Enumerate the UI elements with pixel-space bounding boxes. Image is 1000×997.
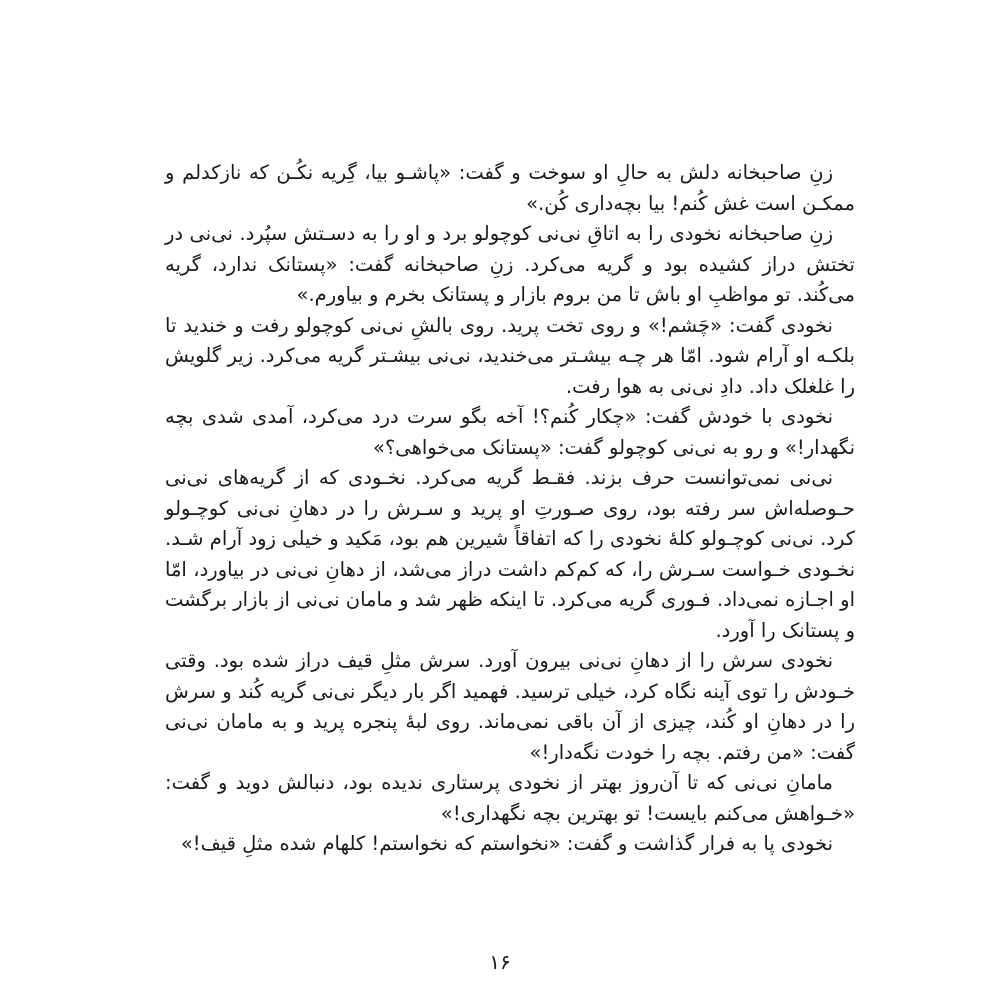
paragraph-5: نی‌نی نمی‌توانست حرف بزند. فقـط گریه می‌کرد. نخـودی که از گریه‌های نی‌نی حـوصله‌اش سر رفته بود، روی صـورتِ او پرید و سـرش را در دهانِ نی‌نی کوچـولو کرد. نی‌نی کوچـولو کلهٔ نخودی را که اتفاقاً شیرین هم بود، مَکید و خیلی زود آرام شـد. نخـودی خـواست سـرش را، که کم‌کم داشت دراز می‌شد، از دهانِ نی‌نی در بیاورد، امّا او اجـازه نمی‌داد. فـوری گریه می‌کرد. تا اینکه ظهر شد و مامان نی‌نی از بازار برگشت و پستانک را آورد. [165, 466, 855, 642]
story-text [165, 158, 855, 860]
paragraph-4: نخودی با خودش گفت: «چکار کُنم؟! آخه بگو سرت درد می‌کرد، آمدی شدی بچه نگهدار!» و رو به نی‌نی کوچولو گفت: «پستانک می‌خواهی؟» [165, 405, 855, 459]
page-number: ۱۶ [489, 950, 511, 974]
paragraph-2: زنِ صاحبخانه نخودی را به اتاقِ نی‌نی کوچولو برد و او را به دسـتش سپُرد. نی‌نی در تختش دراز کشیده بود و گریه می‌کرد. زنِ صاحبخانه گفت: «پستانک ندارد، گریه می‌کُند. تو مواظبِ او باش تا من بروم بازار و پستانک بخرم و بیاورم.» [165, 222, 855, 306]
paragraph-1: زنِ صاحبخانه دلش به حالِ او سوخت و گفت: «پاشـو بیا، گِریه نکُـن که نازکدلم و ممکـن است غش کُنم! بیا بچه‌داری کُن.» [165, 161, 855, 215]
paragraph-7: مامانِ نی‌نی که تا آن‌روز بهتر از نخودی پرستاری ندیده بود، دنبالش دوید و گفت: «خـواهش می‌کنم بایست! تو بهترین بچه نگهداری!» [165, 771, 855, 825]
paragraph-6: نخودی سرش را از دهانِ نی‌نی بیرون آورد. سرش مثلِ قیف دراز شده بود. وقتی خـودش را توی آینه نگاه کرد، خیلی ترسید. فهمید اگر بار دیگر نی‌نی گریه کُند و سرش را در دهانِ او کُند، چیزی از آن باقی نمی‌ماند. روی لبهٔ پنجره پرید و به مامان نی‌نی گفت: «من رفتم. بچه را خودت نگه‌دار!» [165, 649, 855, 764]
paragraph-3: نخودی گفت: «چَشم!» و روی تخت پرید. روی بالشِ نی‌نی کوچولو رفت و خندید تا بلکـه او آرام شود. امّا هر چـه بیشـتر می‌خندید، نی‌نی بیشـتر گریه می‌کرد. زیر گلویش را غلغلک داد. دادِ نی‌نی به هوا رفت. [165, 313, 855, 398]
paragraph-8: نخودی پا به فرار گذاشت و گفت: «نخواستم که نخواستم! کلهام شده مثلِ قیف!» [180, 832, 833, 855]
